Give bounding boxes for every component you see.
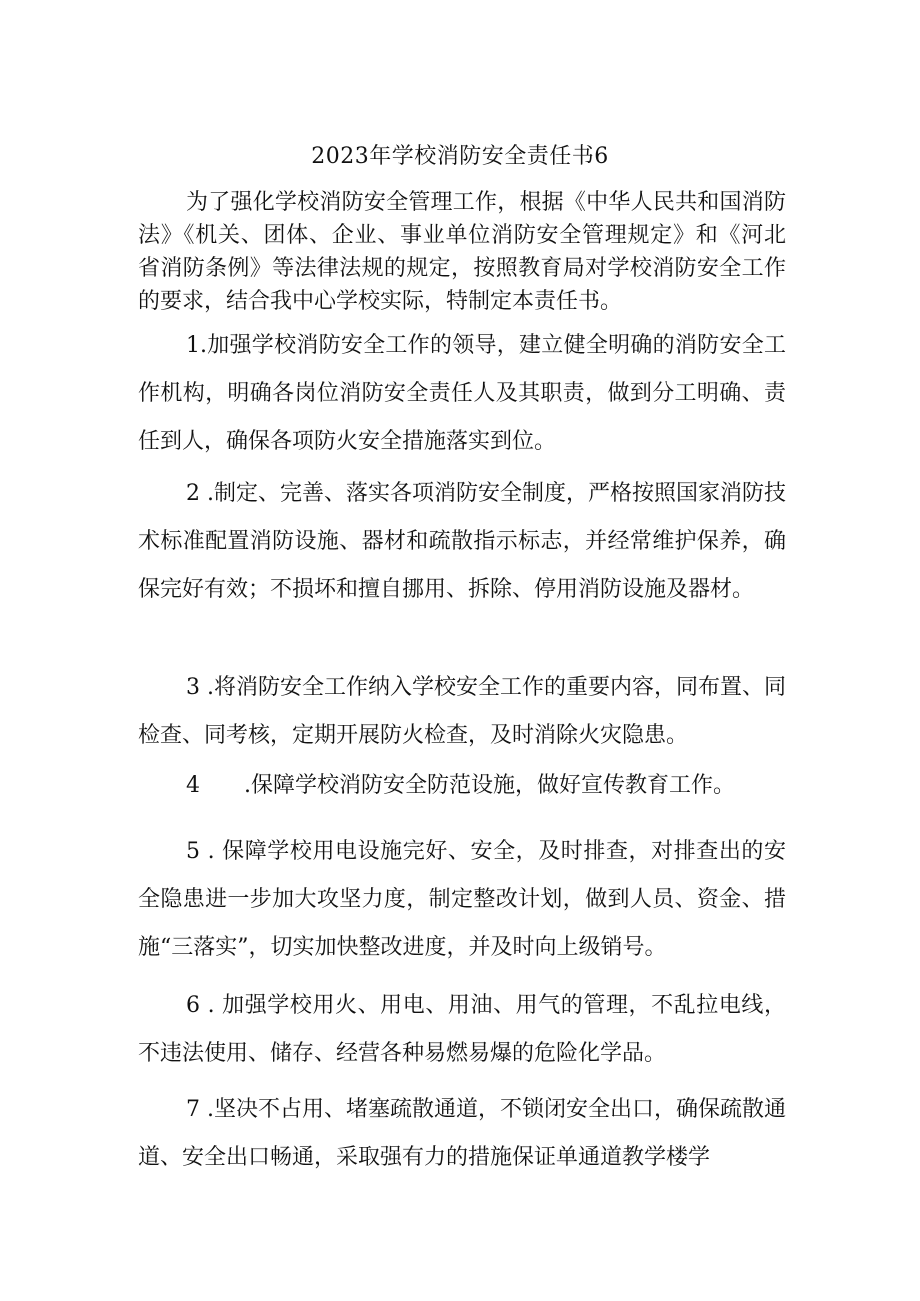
clause-3: 3 .将消防安全工作纳入学校安全工作的重要内容，同布置、同检查、同考核，定期开展防火检查，及时消除火灾隐患。 (138, 675, 786, 748)
clause-1: 1.加强学校消防安全工作的领导，建立健全明确的消防安全工作机构，明确各岗位消防安全责任人及其职责，做到分工明确、责任到人，确保各项防火安全措施落实到位。 (138, 333, 786, 454)
clause-2: 2 .制定、完善、落实各项消防安全制度，严格按照国家消防技术标准配置消防设施、器材和疏散指示标志，并经常维护保养，确保完好有效；不损坏和擅自挪用、拆除、停用消防设施及器材。 (138, 481, 786, 602)
clause-4: 4 .保障学校消防安全防范设施，做好宣传教育工作。 (186, 773, 735, 798)
document-title: 2023年学校消防安全责任书6 (311, 144, 609, 169)
intro-paragraph: 为了强化学校消防安全管理工作，根据《中华人民共和国消防法》《机关、团体、企业、事业单位消防安全管理规定》和《河北省消防条例》等法律法规的规定，按照教育局对学校消防安全工作的要求，结合我中心学校实际，特制定本责任书。 (138, 190, 786, 314)
clause-5: 5 . 保障学校用电设施完好、安全，及时排查，对排查出的安全隐患进一步加大攻坚力度，制定整改计划，做到人员、资金、措施“三落实”，切实加快整改进度，并及时向上级销号。 (138, 839, 786, 960)
clause-7: 7 .坚决不占用、堵塞疏散通道，不锁闭安全出口，确保疏散通道、安全出口畅通，采取强有力的措施保证单通道教学楼学 (138, 1097, 786, 1170)
clause-6: 6 . 加强学校用火、用电、用油、用气的管理，不乱拉电线，不违法使用、储存、经营各种易燃易爆的危险化学品。 (138, 993, 786, 1066)
